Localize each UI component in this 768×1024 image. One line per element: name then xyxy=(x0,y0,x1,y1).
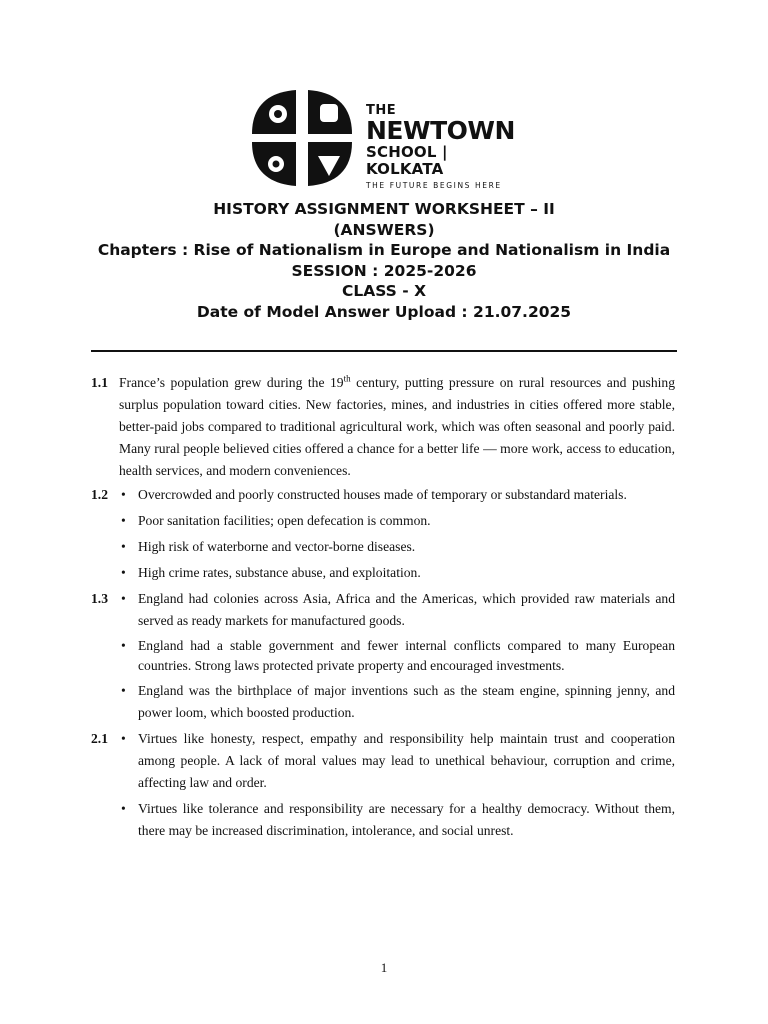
bullet-icon: • xyxy=(121,683,126,698)
question-number: 2.1 xyxy=(91,731,108,746)
item-text: Poor sanitation facilities; open defecation is common. xyxy=(138,513,431,528)
logo-school: SCHOOL | KOLKATA xyxy=(366,143,448,178)
bullet-icon: • xyxy=(121,638,126,653)
item-text: Virtues like honesty, respect, empathy and responsibility help maintain trust and cooperation among people. A lack of moral values may lead to unethical behaviour, corruption and crime, affecting law and order. xyxy=(138,731,675,790)
logo-tagline: THE FUTURE BEGINS HERE xyxy=(366,181,502,190)
worksheet-title: HISTORY ASSIGNMENT WORKSHEET – II xyxy=(213,200,555,218)
item-text: Virtues like tolerance and responsibility are necessary for a healthy democracy. Without them, there may be increased discrimination, intolerance, and social unrest. xyxy=(138,801,675,838)
bullet-icon: • xyxy=(121,565,126,580)
answers-content xyxy=(0,372,768,846)
answer-text: century, putting pressure on rural resources and pushing surplus population toward cities. New factories, mines, and industries in cities offered more stable, better-paid jobs compared to traditional agricultural work, which was often seasonal and poorly paid. Many rural people believed cities offered a chance for a better life — more work, access to education, health services, and modern conveniences. xyxy=(119,375,675,478)
session-line: SESSION : 2025-2026 xyxy=(291,261,477,280)
list-item xyxy=(119,484,675,506)
item-text: High crime rates, substance abuse, and exploitation. xyxy=(138,565,421,580)
answer-paragraph xyxy=(119,372,675,482)
bullet-icon: • xyxy=(121,539,126,554)
logo-the: THE xyxy=(366,103,397,118)
question-number: 1.1 xyxy=(91,375,108,390)
upload-date-line: Date of Model Answer Upload : 21.07.2025 xyxy=(196,302,572,321)
logo-wordmark xyxy=(366,104,528,192)
bullet-icon: • xyxy=(121,591,126,606)
list-item xyxy=(119,510,675,532)
logo-name: NEWTOWN xyxy=(366,116,515,145)
worksheet-header xyxy=(60,199,708,322)
list-item xyxy=(119,728,675,794)
list-item xyxy=(119,798,675,842)
answer-text: France’s population grew during the 19 xyxy=(119,375,344,390)
bullet-icon: • xyxy=(121,801,126,816)
bullet-icon: • xyxy=(121,731,126,746)
superscript: th xyxy=(343,373,351,384)
bullet-icon: • xyxy=(121,513,126,528)
bullet-icon: • xyxy=(121,487,126,502)
list-item xyxy=(119,680,675,724)
question-number: 1.2 xyxy=(91,487,108,502)
school-logo xyxy=(248,86,528,192)
item-text: Overcrowded and poorly constructed houses made of temporary or substandard materials. xyxy=(138,487,627,502)
chapters-line: Chapters : Rise of Nationalism in Europe and Nationalism in India xyxy=(97,241,671,259)
answer-2-1 xyxy=(91,728,675,842)
answer-1-1 xyxy=(91,372,675,482)
list-item xyxy=(119,588,675,632)
answer-1-2 xyxy=(91,484,675,584)
list-item xyxy=(119,636,675,676)
school-emblem-icon xyxy=(248,86,356,190)
item-text: England had colonies across Asia, Africa and the Americas, which provided raw materials and served as ready markets for manufactured goods. xyxy=(138,591,675,628)
list-item xyxy=(119,562,675,584)
item-text: High risk of waterborne and vector-borne diseases. xyxy=(138,539,416,554)
header-divider xyxy=(91,350,677,352)
item-text: England was the birthplace of major inventions such as the steam engine, spinning jenny, and power loom, which boosted production. xyxy=(138,683,675,720)
class-line: CLASS - X xyxy=(341,282,427,300)
item-text: England had a stable government and fewer internal conflicts compared to many European countries. Strong laws protected private property and encouraged investments. xyxy=(138,638,675,673)
answer-1-3 xyxy=(91,588,675,724)
question-number: 1.3 xyxy=(91,591,108,606)
list-item xyxy=(119,536,675,558)
answers-label: (ANSWERS) xyxy=(333,220,435,239)
page-number: 1 xyxy=(380,960,388,975)
